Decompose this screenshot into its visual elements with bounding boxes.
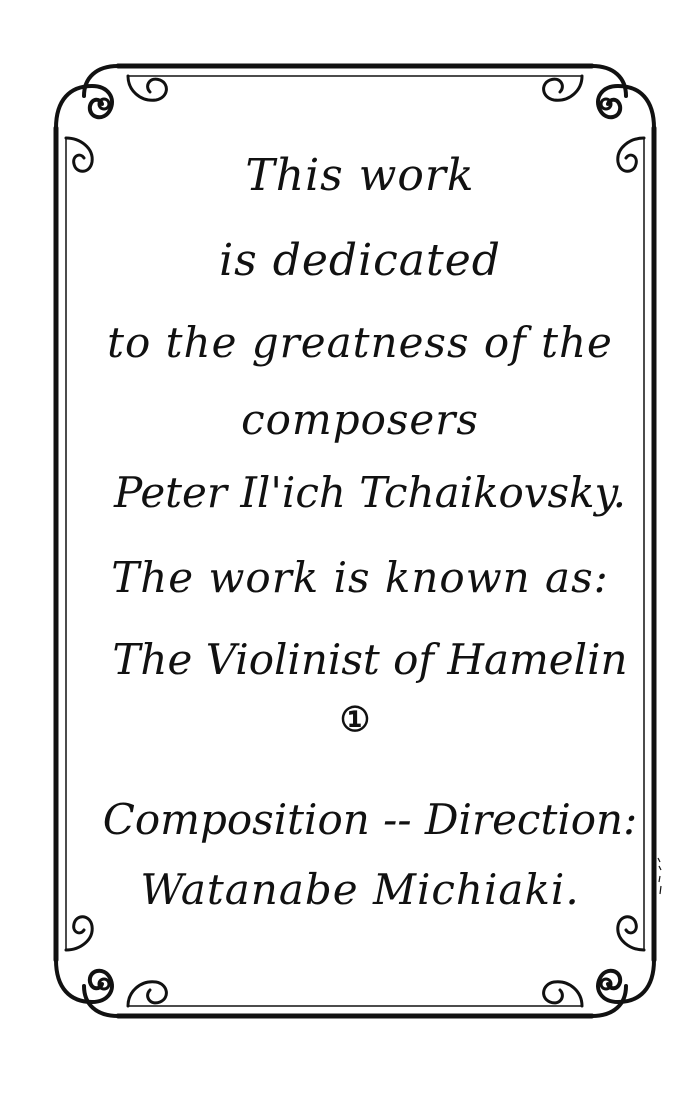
credit-role-line: Composition -- Direction:	[102, 795, 638, 844]
composer-name: Peter Il'ich Tchaikovsky.	[113, 468, 627, 517]
volume-number-badge: ①	[339, 700, 371, 740]
dedication-line-2: is dedicated	[219, 235, 501, 286]
dedication-line-1: This work	[245, 150, 475, 201]
dedication-line-4: composers	[241, 395, 479, 444]
work-title: The Violinist of Hamelin	[112, 635, 628, 684]
dedication-line-3: to the greatness of the	[107, 318, 613, 367]
work-known-as-line: The work is known as:	[111, 553, 609, 602]
print-scratch-mark-icon	[656, 856, 664, 896]
author-name: Watanabe Michiaki.	[140, 865, 580, 914]
corner-scroll-bottom-right-icon	[544, 917, 654, 1016]
corner-scroll-bottom-left-icon	[56, 917, 166, 1016]
